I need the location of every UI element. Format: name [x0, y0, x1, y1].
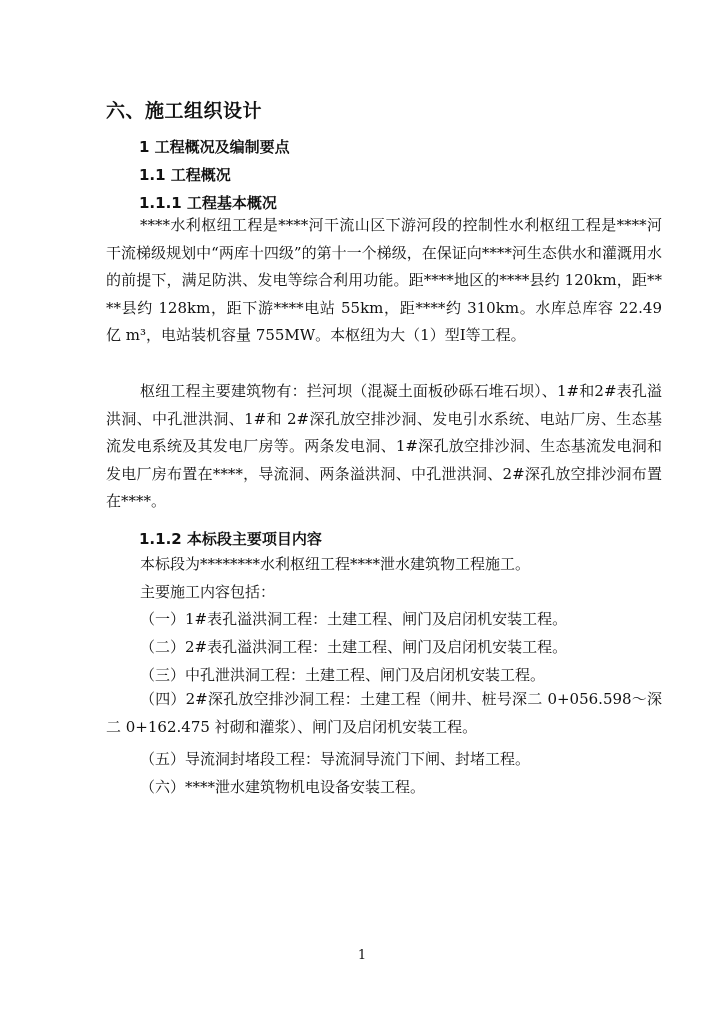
scope-intro: 本标段为********水利枢纽工程****泄水建筑物工程施工。 [140, 555, 531, 573]
scope-item: （三）中孔泄洪洞工程：土建工程、闸门及启闭机安装工程。 [140, 666, 546, 684]
page-number: 1 [357, 948, 367, 963]
overview-paragraph-2: 枢纽工程主要建筑物有：拦河坝（混凝土面板砂砾石堆石坝）、1#和2#表孔溢洪洞、中孔泄洪洞、1#和 2#深孔放空排沙洞、发电引水系统、电站厂房、生态基流发电系统及其发电厂房等。两条发电洞、1#深孔放空排沙洞、生态基流发电洞和发电厂房布置在****，导流洞、两条溢洪洞、中孔泄洪洞、2#深孔放空排沙洞布置在****。 [106, 382, 662, 510]
scope-item: （四）2#深孔放空排沙洞工程：土建工程（闸井、桩号深二 0+056.598～深二 0+162.475 衬砌和灌浆）、闸门及启闭机安装工程。 [106, 690, 662, 736]
scope-item: （一）1#表孔溢洪洞工程：土建工程、闸门及启闭机安装工程。 [140, 610, 568, 628]
heading-1-1-1: 1.1.1 工程基本概况 [139, 194, 277, 212]
scope-item: （二）2#表孔溢洪洞工程：土建工程、闸门及启闭机安装工程。 [140, 638, 568, 656]
section-title: 六、施工组织设计 [106, 100, 263, 122]
scope-lead: 主要施工内容包括： [140, 583, 276, 601]
heading-1-1: 1.1 工程概况 [139, 166, 231, 184]
overview-paragraph-1: ****水利枢纽工程是****河干流山区下游河段的控制性水利枢纽工程是****河干流梯级规划中“两库十四级”的第十一个梯级，在保证向****河生态供水和灌溉用水的前提下，满足防洪、发电等综合利用功能。距****地区的****县约 120km，距****县约 128km，距下游****电站 55km，距****约 310km。水库总库容 22.49 亿 m³，电站装机容量 755MW。本枢纽为大（1）型Ⅰ等工程。 [106, 216, 662, 344]
heading-1: 1 工程概况及编制要点 [139, 138, 290, 156]
scope-item: （五）导流洞封堵段工程：导流洞导流门下闸、封堵工程。 [140, 750, 531, 768]
scope-item: （六）****泄水建筑物机电设备安装工程。 [140, 778, 426, 796]
heading-1-1-2: 1.1.2 本标段主要项目内容 [139, 530, 322, 548]
